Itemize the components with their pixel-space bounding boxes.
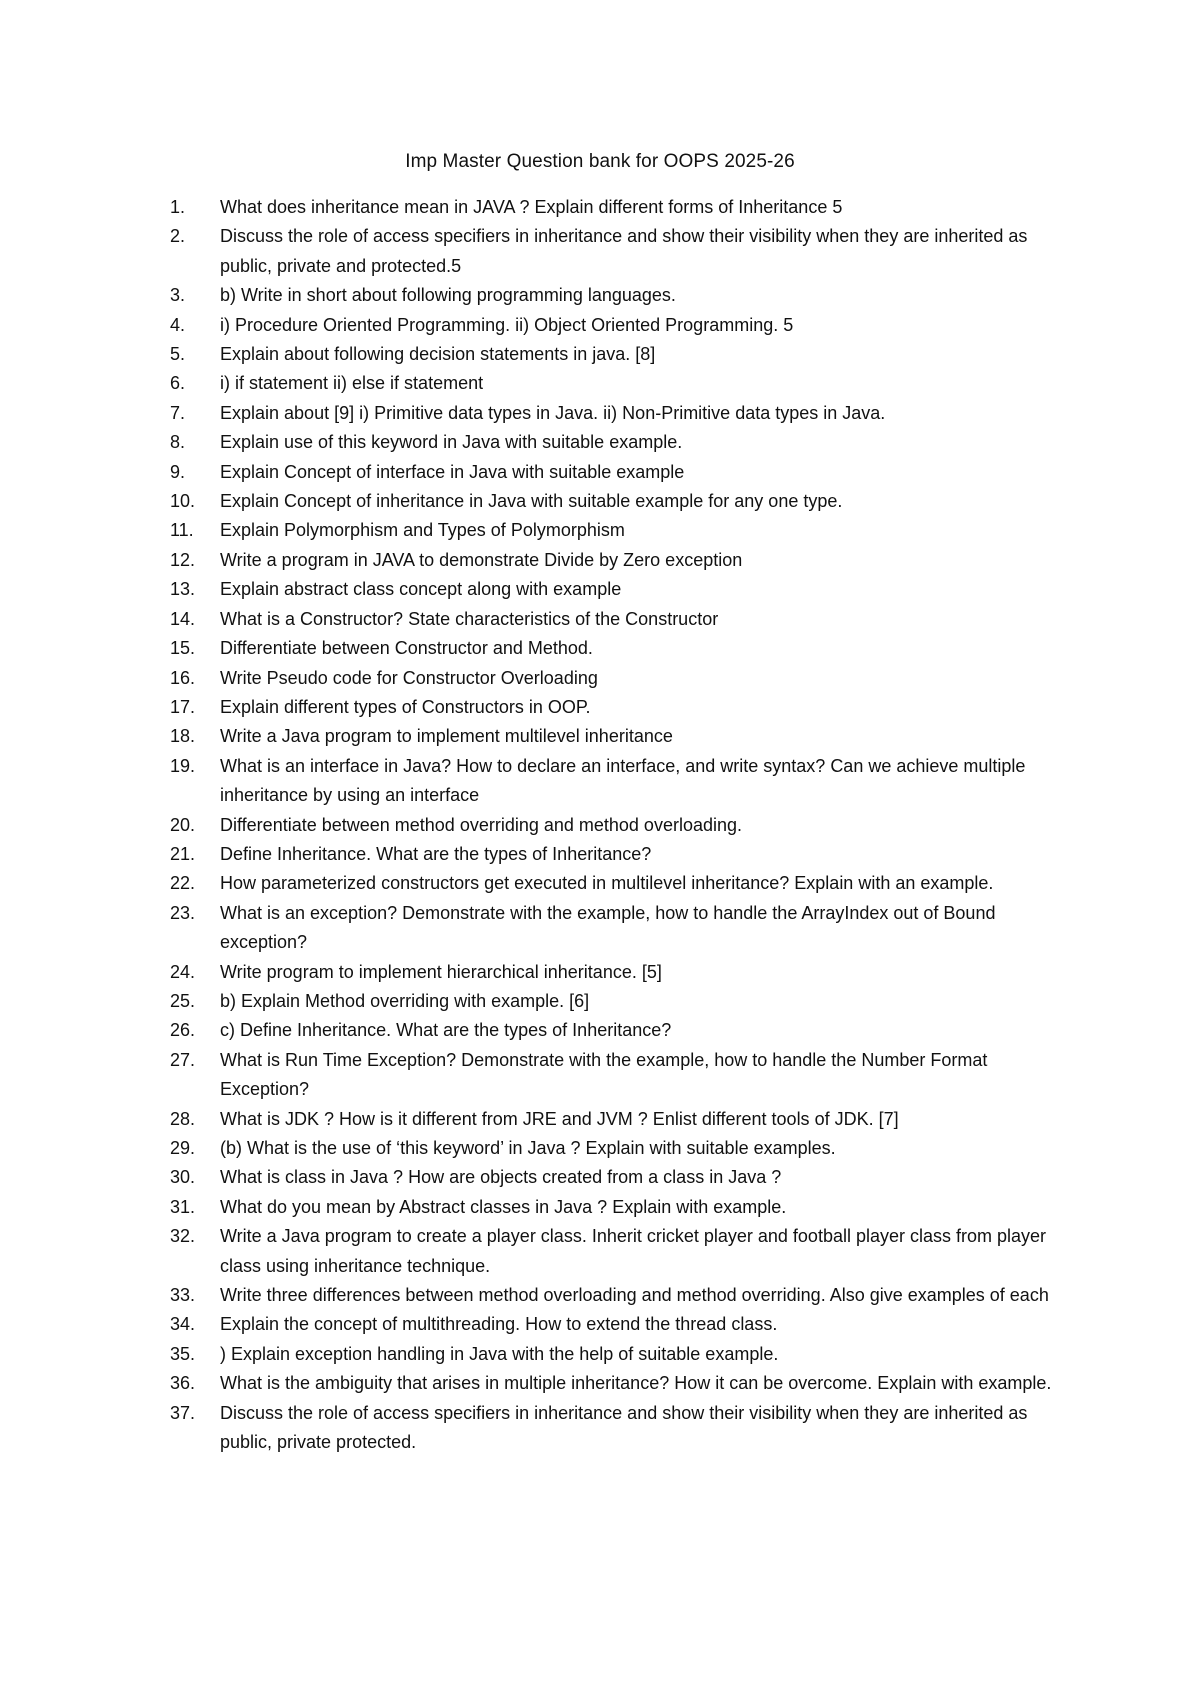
question-number: 10.: [170, 491, 196, 512]
question-number: 7.: [170, 402, 186, 423]
question-number: 28.: [170, 1108, 196, 1129]
question-number: 19.: [170, 755, 196, 776]
question-text: Differentiate between method overriding and method overloading.: [220, 814, 742, 835]
question-item: [170, 1134, 1070, 1163]
question-number: 14.: [170, 608, 196, 629]
question-text: i) Procedure Oriented Programming. ii) Object Oriented Programming. 5: [220, 314, 794, 335]
question-text: What is Run Time Exception? Demonstrate with the example, how to handle the Number Format Exception?: [220, 1049, 988, 1100]
question-item: [170, 1281, 1070, 1310]
question-number: 8.: [170, 432, 186, 453]
question-number: 6.: [170, 373, 186, 394]
question-number: 33.: [170, 1285, 196, 1306]
question-text: Discuss the role of access specifiers in inheritance and show their visibility when they are inherited as public, private and protected.5: [220, 226, 1028, 276]
question-text: Differentiate between Constructor and Method.: [220, 638, 593, 659]
question-text: b) Explain Method overriding with example. [6]: [220, 990, 590, 1011]
question-number: 32.: [170, 1226, 196, 1247]
question-number: 26.: [170, 1020, 196, 1041]
question-number: 4.: [170, 314, 186, 335]
question-number: 37.: [170, 1402, 196, 1423]
question-text: What is JDK ? How is it different from JRE and JVM ? Enlist different tools of JDK. [7]: [220, 1108, 899, 1129]
question-number: 21.: [170, 843, 196, 864]
question-item: [170, 752, 1070, 811]
question-item: [170, 1016, 1070, 1045]
question-text: How parameterized constructors get executed in multilevel inheritance? Explain with an example.: [220, 873, 994, 894]
question-text: Define Inheritance. What are the types of Inheritance?: [220, 843, 652, 864]
question-number: 2.: [170, 226, 186, 247]
question-number: 35.: [170, 1343, 196, 1364]
question-item: [170, 399, 1070, 428]
question-text: Write a program in JAVA to demonstrate Divide by Zero exception: [220, 549, 743, 570]
question-item: [170, 458, 1070, 487]
question-text: i) if statement ii) else if statement: [220, 373, 484, 394]
question-number: 18.: [170, 726, 196, 747]
question-number: 1.: [170, 197, 186, 217]
question-number: 29.: [170, 1138, 196, 1158]
question-list: [170, 193, 1070, 1457]
question-item: [170, 1340, 1070, 1369]
question-text: Write Pseudo code for Constructor Overloading: [220, 667, 598, 688]
question-item: [170, 1310, 1070, 1339]
question-text: ) Explain exception handling in Java with the help of suitable example.: [220, 1343, 779, 1364]
question-item: [170, 605, 1070, 634]
question-text: What does inheritance mean in JAVA ? Explain different forms of Inheritance 5: [220, 197, 843, 217]
question-number: 12.: [170, 549, 196, 570]
question-item: [170, 958, 1070, 987]
question-item: [170, 193, 1070, 222]
question-text: What is the ambiguity that arises in multiple inheritance? How it can be overcome. Explain with example.: [220, 1373, 1052, 1394]
question-text: c) Define Inheritance. What are the types of Inheritance?: [220, 1020, 672, 1041]
question-number: 15.: [170, 638, 196, 659]
question-text: Explain Concept of inheritance in Java with suitable example for any one type.: [220, 491, 843, 512]
question-number: 23.: [170, 902, 196, 923]
question-item: [170, 811, 1070, 840]
question-number: 22.: [170, 873, 196, 894]
question-number: 5.: [170, 344, 186, 365]
question-item: [170, 664, 1070, 693]
question-text: What is class in Java ? How are objects created from a class in Java ?: [220, 1167, 782, 1188]
question-item: [170, 487, 1070, 516]
question-item: [170, 516, 1070, 545]
question-number: 16.: [170, 667, 196, 688]
question-item: [170, 899, 1070, 958]
question-number: 34.: [170, 1314, 196, 1335]
question-item: [170, 869, 1070, 898]
question-text: Explain use of this keyword in Java with suitable example.: [220, 432, 683, 453]
question-text: Explain different types of Constructors in OOP.: [220, 696, 591, 717]
question-item: [170, 340, 1070, 369]
question-text: What is an interface in Java? How to declare an interface, and write syntax? Can we achieve multiple inheritance by using an interface: [220, 755, 1026, 806]
question-item: [170, 1105, 1070, 1134]
question-text: Write program to implement hierarchical inheritance. [5]: [220, 961, 662, 982]
question-text: What do you mean by Abstract classes in Java ? Explain with example.: [220, 1196, 787, 1217]
question-number: 36.: [170, 1373, 196, 1394]
question-item: [170, 1399, 1070, 1458]
question-item: [170, 222, 1070, 281]
question-text: What is an exception? Demonstrate with the example, how to handle the ArrayIndex out of Bound exception?: [220, 902, 996, 953]
question-item: [170, 722, 1070, 751]
question-text: (b) What is the use of ‘this keyword’ in Java ? Explain with suitable examples.: [220, 1138, 836, 1158]
question-item: [170, 634, 1070, 663]
question-item: [170, 575, 1070, 604]
question-number: 31.: [170, 1196, 196, 1217]
question-number: 24.: [170, 961, 196, 982]
question-text: Explain about following decision statements in java. [8]: [220, 344, 656, 365]
question-item: [170, 987, 1070, 1016]
question-item: [170, 369, 1070, 398]
question-item: [170, 281, 1070, 310]
question-item: [170, 1369, 1070, 1398]
question-item: [170, 1046, 1070, 1105]
document-title: Imp Master Question bank for OOPS 2025-26: [405, 151, 795, 172]
question-text: Write three differences between method overloading and method overriding. Also give examples of each: [220, 1285, 1049, 1306]
question-item: [170, 840, 1070, 869]
question-number: 27.: [170, 1049, 196, 1070]
question-item: [170, 693, 1070, 722]
question-item: [170, 428, 1070, 457]
question-number: 9.: [170, 461, 186, 482]
question-number: 20.: [170, 814, 196, 835]
question-text: What is a Constructor? State characteristics of the Constructor: [220, 608, 719, 629]
question-text: Explain Polymorphism and Types of Polymorphism: [220, 520, 625, 541]
question-number: 25.: [170, 990, 196, 1011]
question-number: 30.: [170, 1167, 196, 1188]
question-number: 17.: [170, 696, 196, 717]
question-text: Discuss the role of access specifiers in inheritance and show their visibility when they are inherited as public, private protected.: [220, 1402, 1028, 1453]
question-item: [170, 1163, 1070, 1192]
question-item: [170, 1193, 1070, 1222]
question-item: [170, 311, 1070, 340]
question-item: [170, 1222, 1070, 1281]
question-number: 13.: [170, 579, 196, 600]
question-text: Explain Concept of interface in Java with suitable example: [220, 461, 685, 482]
question-number: 3.: [170, 285, 186, 306]
question-number: 11.: [170, 520, 194, 541]
question-text: b) Write in short about following programming languages.: [220, 285, 676, 306]
question-item: [170, 546, 1070, 575]
question-text: Explain abstract class concept along with example: [220, 579, 622, 600]
question-text: Write a Java program to create a player class. Inherit cricket player and football player class from player class using inheritance technique.: [220, 1226, 1047, 1276]
question-text: Explain about [9] i) Primitive data types in Java. ii) Non-Primitive data types in Java.: [220, 402, 886, 423]
question-text: Write a Java program to implement multilevel inheritance: [220, 726, 673, 747]
question-text: Explain the concept of multithreading. How to extend the thread class.: [220, 1314, 778, 1335]
